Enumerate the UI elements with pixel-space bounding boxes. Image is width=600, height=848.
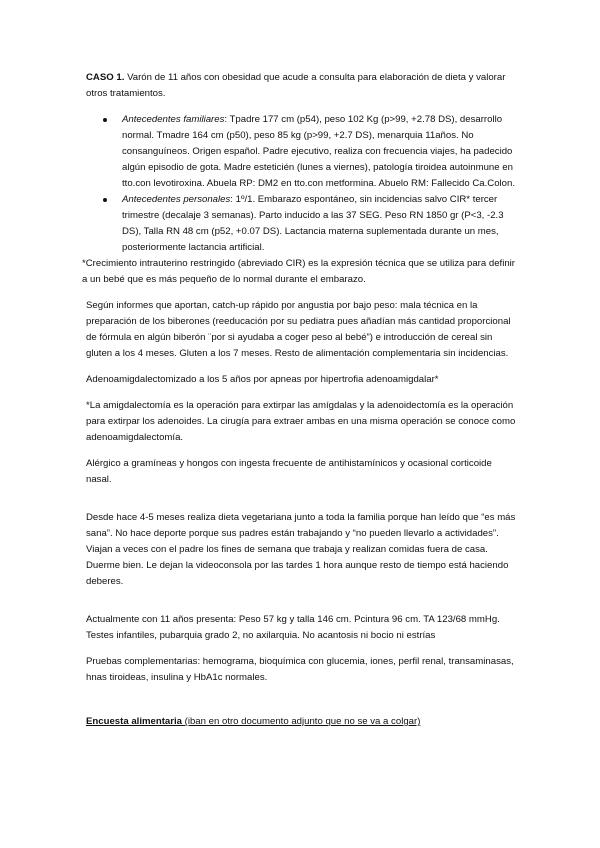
case-label: CASO 1. xyxy=(86,72,125,83)
bullet-icon xyxy=(103,198,107,202)
bullet-icon xyxy=(103,118,107,122)
personales-text: : 1º/1. Embarazo espontáneo, sin incidencias salvo CIR* tercer trimestre (decalaje 3 semanas). Parto inducido a las 37 SEG. Peso RN 1850 gr (P<3, -2.3 DS), Talla RN 48 cm (p52, +0.07 DS). Lactancia materna suplementada durante un mes, posteriormente lactancia artificial. xyxy=(122,194,504,253)
list-item-personales xyxy=(86,192,516,256)
allergy-paragraph: Alérgico a gramíneas y hongos con ingesta frecuente de antihistamínicos y ocasional corticoide nasal. xyxy=(86,458,492,485)
antecedentes-list xyxy=(86,112,516,256)
survey-note: (iban en otro documento adjunto que no se va a colgar) xyxy=(181,716,421,727)
familiares-text: : Tpadre 177 cm (p54), peso 102 Kg (p>99, +2.78 DS), desarrollo normal. Tmadre 164 cm (p50), peso 85 kg (p>99, +2.7 DS), menarquia 11años. No consanguíneos. Origen español. Padre ejecutivo, realiza con frecuencia viajes, ha padecido algún episodio de gota. Madre esteticién (lunes a viernes), patología tiroidea autoinmune en tto.con levotiroxina. Abuela RP: DM2 en tto.con metformina. Abuelo RM: Fallecido Ca.Colon. xyxy=(122,114,516,189)
catch-up-paragraph: Según informes que aportan, catch-up rápido por angustia por bajo peso: mala técnica en la preparación de los biberones (reeducación por su pediatra pues añadían más cantidad proporcional de fórmula en algún biberón ¨por si ayudaba a coger peso al bebé”) e introducción de cereal sin gluten a los 4 meses. Gluten a los 7 meses. Resto de alimentación complementaria sin incidencias. xyxy=(86,300,511,359)
diet-paragraph: Desde hace 4-5 meses realiza dieta vegetariana junto a toda la familia porque han leído que “es más sana”. No hace deporte porque sus padres están trabajando y “no pueden llevarlo a actividades”. Viajan a veces con el padre los fines de semana que trabaja y realizan comidas fuera de casa. Duerme bien. Le dejan la videoconsola por las tardes 1 hora aunque resto de tiempo está haciendo deberes. xyxy=(86,512,516,587)
list-item-familiares xyxy=(86,112,516,192)
survey-title: Encuesta alimentaria xyxy=(86,716,182,727)
adenoid-paragraph: Adenoamigdalectomizado a los 5 años por apneas por hipertrofia adenoamigdalar* xyxy=(86,374,439,385)
adenoid-footnote: *La amigdalectomía es la operación para extirpar las amígdalas y la adenoidectomía es la operación para extirpar los adenoides. La cirugía para extraer ambas en una misma operación se conoce como adenoamigdalectomía. xyxy=(86,400,516,443)
document-page xyxy=(82,70,516,730)
tests-paragraph: Pruebas complementarias: hemograma, bioquímica con glucemia, iones, perfil renal, transaminasas, hnas tiroideas, insulina y HbA1c normales. xyxy=(86,656,514,683)
familiares-lead: Antecedentes familiares xyxy=(122,114,225,125)
cir-footnote: *Crecimiento intrauterino restringido (abreviado CIR) es la expresión técnica que se utiliza para definir a un bebé que es más pequeño de lo normal durante el embarazo. xyxy=(82,258,515,285)
current-exam-paragraph: Actualmente con 11 años presenta: Peso 57 kg y talla 146 cm. Pcintura 96 cm. TA 123/68 mmHg. Testes infantiles, pubarquia grado 2, no axilarquia. No acantosis ni bocio ni estrías xyxy=(86,614,500,641)
personales-lead: Antecedentes personales xyxy=(122,194,231,205)
case-intro-text: Varón de 11 años con obesidad que acude a consulta para elaboración de dieta y valorar otros tratamientos. xyxy=(86,72,506,99)
case-intro xyxy=(86,70,516,102)
survey-heading xyxy=(86,714,516,730)
